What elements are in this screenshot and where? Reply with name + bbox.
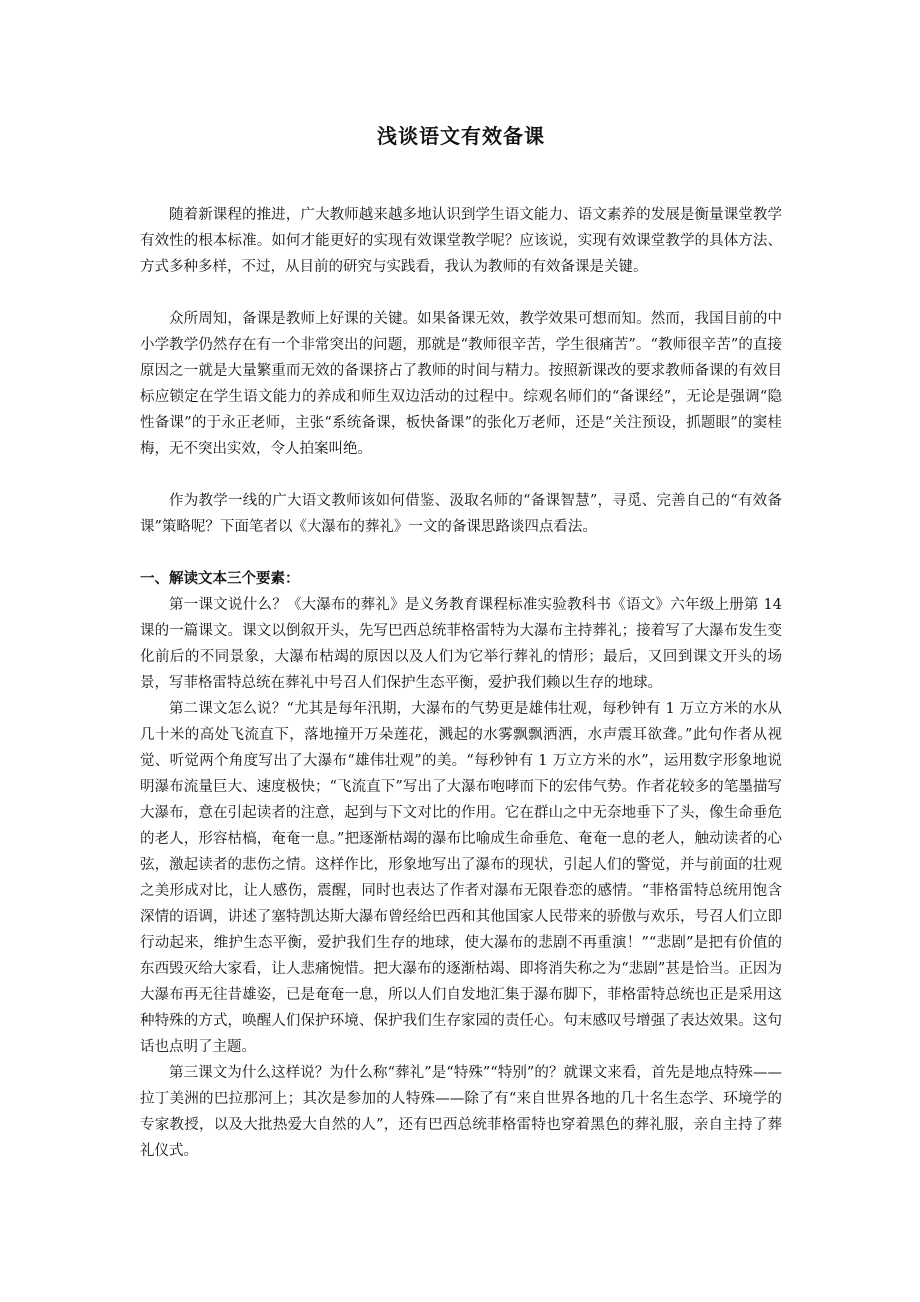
intro-paragraph: 作为教学一线的广大语文教师该如何借鉴、汲取名师的“备课智慧”，寻觅、完善自己的“有效备课”策略呢？下面笔者以《大瀑布的葬礼》一文的备课思路谈四点看法。 bbox=[140, 493, 782, 535]
document-page bbox=[140, 0, 782, 1164]
section-paragraph: 第三课文为什么这样说？为什么称“葬礼”是“特殊”“特别”的？就课文来看，首先是地点特殊——拉丁美洲的巴拉那河上；其次是参加的人特殊——除了有“来自世界各地的几十名生态学、环境学的专家教授，以及大批热爱大自然的人”，还有巴西总统菲格雷特也穿着黑色的葬礼服，亲自主持了葬礼仪式。 bbox=[140, 1065, 782, 1159]
document-title: 浅谈语文有效备课 bbox=[377, 124, 545, 148]
intro-paragraph: 众所周知，备课是教师上好课的关键。如果备课无效，教学效果可想而知。然而，我国目前的中小学教学仍然存在有一个非常突出的问题，那就是“教师很辛苦，学生很痛苦”。“教师很辛苦”的直接原因之一就是大量繁重而无效的备课挤占了教师的时间与精力。按照新课改的要求教师备课的有效目标应锁定在学生语文能力的养成和师生双边活动的过程中。综观名师们的“备课经”，无论是强调“隐性备课”的于永正老师，主张“系统备课，板快备课”的张化万老师，还是“关注预设，抓题眼”的窦桂梅，无不突出实效，令人拍案叫绝。 bbox=[140, 311, 782, 457]
section-heading: 一、解读文本三个要素： bbox=[140, 570, 300, 587]
section-paragraph: 第二课文怎么说？“尤其是每年汛期，大瀑布的气势更是雄伟壮观，每秒钟有 1 万立方米的水从几十米的高处飞流直下，落地撞开万朵莲花，溅起的水雾飘飘洒洒，水声震耳欲聋。”此句作者从视觉、听觉两个角度写出了大瀑布“雄伟壮观”的美。“每秒钟有 1 万立方米的水”，运用数字形象地说明瀑布流量巨大、速度极快；“飞流直下”写出了大瀑布咆哮而下的宏伟气势。作者花较多的笔墨描写大瀑布，意在引起读者的注意，起到与下文对比的作用。它在群山之中无奈地垂下了头，像生命垂危的老人，形容枯槁，奄奄一息。”把逐渐枯竭的瀑布比喻成生命垂危、奄奄一息的老人，触动读者的心弦，激起读者的悲伤之情。这样作比，形象地写出了瀑布的现状，引起人们的警觉，并与前面的壮观之美形成对比，让人感伤，震醒，同时也表达了作者对瀑布无限眷恋的感情。“菲格雷特总统用饱含深情的语调，讲述了塞特凯达斯大瀑布曾经给巴西和其他国家人民带来的骄傲与欢乐，号召人们立即行动起来，维护生态平衡，爱护我们生存的地球，使大瀑布的悲剧不再重演！”“悲剧”是把有价值的东西毁灭给大家看，让人悲痛惋惜。把大瀑布的逐渐枯竭、即将消失称之为“悲剧”甚是恰当。正因为大瀑布再无往昔雄姿，已是奄奄一息，所以人们自发地汇集于瀑布脚下，菲格雷特总统也正是采用这种特殊的方式，唤醒人们保护环境、保护我们生存家园的责任心。句末感叹号增强了表达效果。这句话也点明了主题。 bbox=[140, 701, 782, 1055]
intro-paragraph: 随着新课程的推进，广大教师越来越多地认识到学生语文能力、语文素养的发展是衡量课堂教学有效性的根本标准。如何才能更好的实现有效课堂教学呢？应该说，实现有效课堂教学的具体方法、方式多种多样，不过，从目前的研究与实践看，我认为教师的有效备课是关键。 bbox=[140, 207, 782, 275]
section-paragraph: 第一课文说什么？《大瀑布的葬礼》是义务教育课程标准实验教科书《语文》六年级上册第 14 课的一篇课文。课文以倒叙开头，先写巴西总统菲格雷特为大瀑布主持葬礼；接着写了大瀑布发生变化前后的不同景象，大瀑布枯竭的原因以及人们为它举行葬礼的情形；最后，又回到课文开头的场景，写菲格雷特总统在葬礼中号召人们保护生态平衡，爱护我们赖以生存的地球。 bbox=[140, 597, 782, 691]
